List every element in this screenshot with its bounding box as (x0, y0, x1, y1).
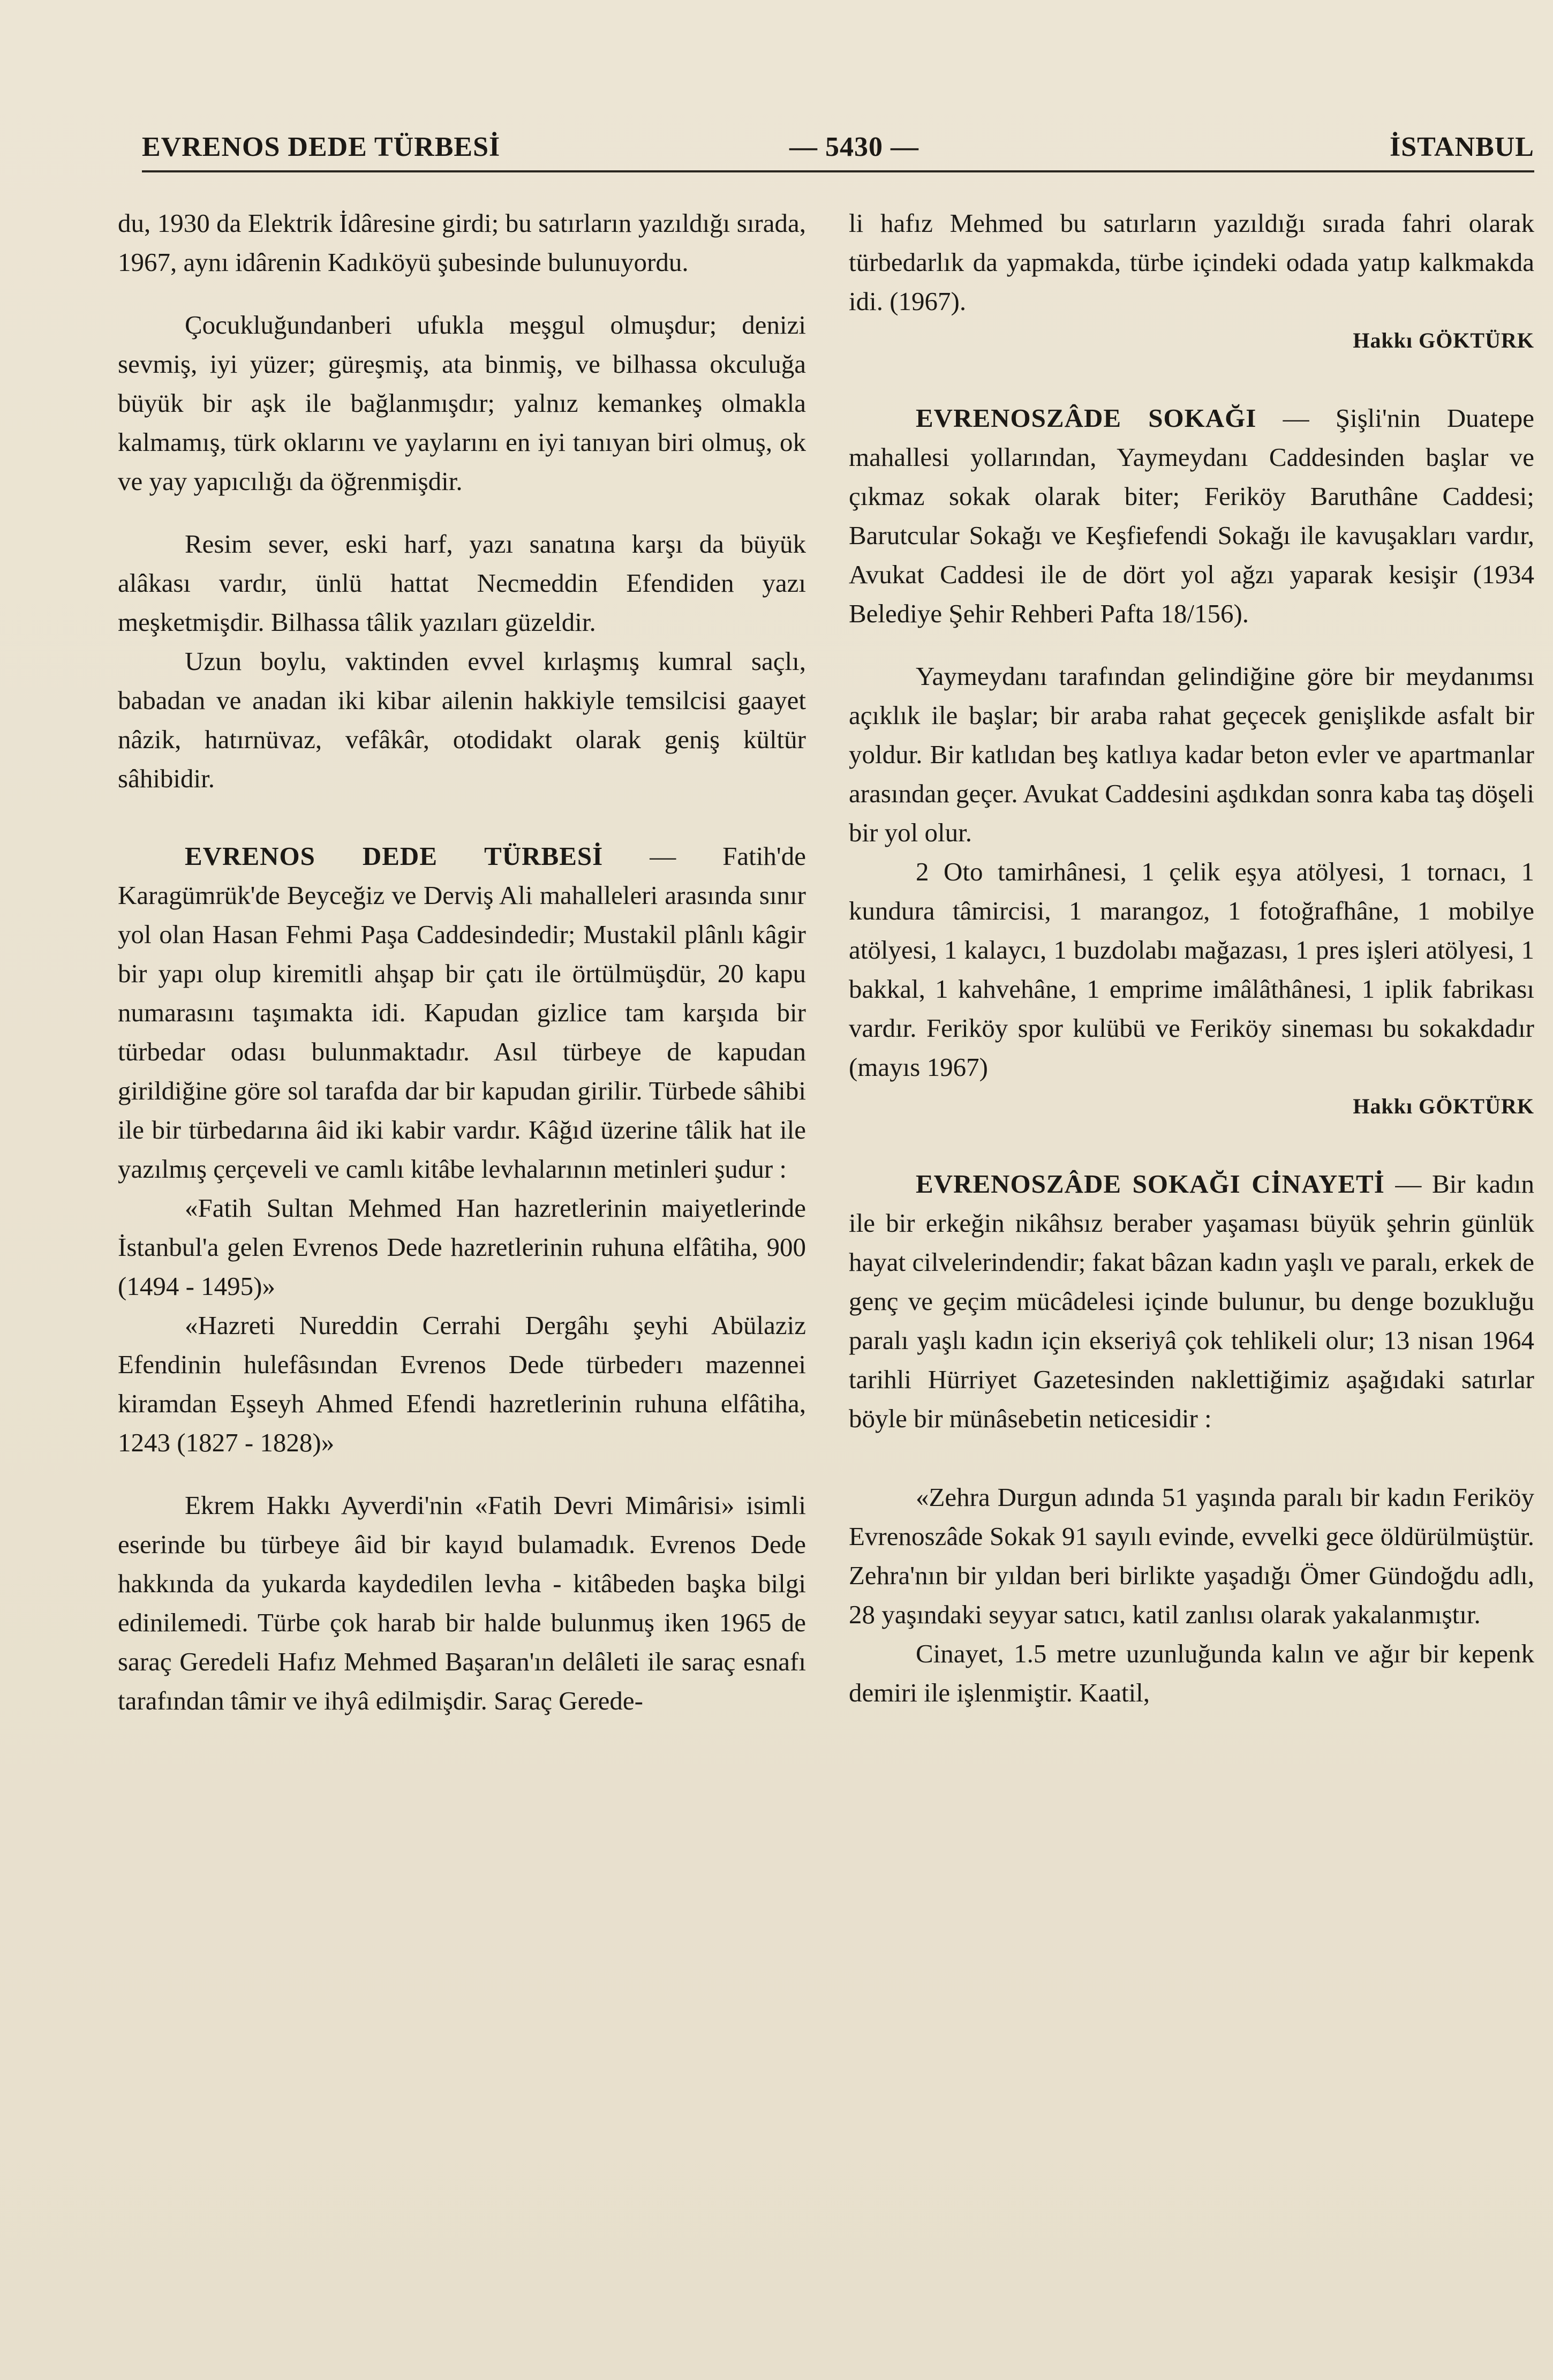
quote-paragraph: «Zehra Durgun adında 51 yaşında paralı bir kadın Feriköy Evrenoszâde Sokak 91 sayılı evinde, evvelki gece öldürülmüştür. Zehra'nın bir yıldan beri birlikte yaşadığı Ömer Gündoğdu adlı, 28 yaşındaki seyyar satıcı, katil zanlısı olarak yakalanmıştır. (849, 1482, 1534, 1629)
entry-evrenoszade-sokagi (849, 398, 1534, 633)
paragraph: 2 Oto tamirhânesi, 1 çelik eşya atölyesi, 1 tornacı, 1 kundura tâmircisi, 1 marangoz, 1 fotoğrafhâne, 1 mobilye atölyesi, 1 kalaycı, 1 buzdolabı mağazası, 1 pres işleri atölyesi, 1 bakkal, 1 kahvehâne, 1 emprime imâlâthânesi, 1 iplik fabrikası vardır. Feriköy spor kulübü ve Feriköy sineması bu sokakdadır (mayıs 1967) (849, 857, 1534, 1082)
quote-paragraph: «Fatih Sultan Mehmed Han hazretlerinin maiyetlerinde İstanbul'a gelen Evrenos Dede hazretlerinin ruhuna elfâtiha, 900 (1494 - 1495)» (118, 1193, 806, 1301)
entry-text: — Şişli'nin Duatepe mahallesi yollarından, Yaymeydanı Caddesinden başlar ve çıkmaz sokak olarak biter; Feriköy Baruthâne Caddesi; Barutcular Sokağı ve Keşfiefendi Sokağı ile kavuşakları vardır, Avukat Caddesi ile de dört yol ağzı yaparak kesişir (1934 Belediye Şehir Rehberi Pafta 18/156). (849, 403, 1534, 628)
paragraph: Ekrem Hakkı Ayverdi'nin «Fatih Devri Mimârisi» isimli eserinde bu türbeye âid bir kayıd bulamadık. Evrenos Dede hakkında da yukarda kaydedilen levha - kitâbeden başka bilgi edinilemedi. Türbe çok harab bir halde bulunmuş iken 1965 de saraç Geredeli Hafız Mehmed Başaran'ın delâleti ile saraç esnafı tarafından tâmir ve ihyâ edilmişdir. Saraç Gerede- (118, 1490, 806, 1715)
quote-paragraph: «Hazreti Nureddin Cerrahi Dergâhı şeyhi Abülaziz Efendinin hulefâsından Evrenos Dede türbedeгı mazennei kiramdan Eşseyh Ahmed Efendi hazretlerinin ruhuna elfâtiha, 1243 (1827 - 1828)» (118, 1310, 806, 1457)
header-rule (142, 170, 1534, 172)
entry-title: EVRENOS DEDE TÜRBESİ (185, 841, 604, 871)
left-column (118, 204, 806, 1720)
entry-title: EVRENOSZÂDE SOKAĞI (916, 403, 1257, 433)
paragraph: Uzun boylu, vaktinden evvel kırlaşmış kumral saçlı, babadan ve anadan iki kibar ailenin hakkiyle temsilcisi gaayet nâzik, hatırnüvaz, vefâkâr, otodidakt olarak geniş kültür sâhibidir. (118, 646, 806, 793)
paragraph: Yaymeydanı tarafından gelindiğine göre bir meydanımsı açıklık ile başlar; bir araba rahat geçecek genişlikde asfalt bir yoldur. Bir katlıdan beş katlıya kadar beton evler ve apartmanlar arasından geçer. Avukat Caddesini aşdıkdan sonra kaba taş döşeli bir yol olur. (849, 661, 1534, 847)
paragraph: Çocukluğundanberi ufukla meşgul olmuşdur; denizi sevmiş, iyi yüzer; güreşmiş, ata binmiş, ve bilhassa okculuğa büyük bir aşk ile bağlanmışdır; yalnız kemankeş olmakla kalmamış, türk oklarını ve yaylarını en iyi tanıyan biri olmuş, ok ve yay yapıcılığı da öğrenmişdir. (118, 310, 806, 496)
author-signature: Hakkı GÖKTÜRK (1353, 1094, 1534, 1118)
paragraph: du, 1930 da Elektrik İdâresine girdi; bu satırların yazıldığı sırada, 1967, aynı idârenin Kadıköyü şubesinde bulunuyordu. (118, 208, 806, 277)
header-title: EVRENOS DEDE TÜRBESİ (142, 132, 501, 162)
entry-text: — Bir kadın ile bir erkeğin nikâhsız beraber yaşaması büyük şehrin günlük hayat cilvelerindendir; fakat bâzan kadın yaşlı ve paralı, erkek de genç ve geçim mücâdelesi içinde bulunur, bu denge bozukluğu paralı yaşlı kadın için ekseriyâ çok tehlikeli olur; 13 nisan 1964 tarihli Hürriyet Gazetesinden naklettiğimiz aşağıdaki satırlar böyle bir münâsebetin neticesidir : (849, 1169, 1534, 1433)
entry-text: — Fatih'de Karagümrük'de Beyceğiz ve Derviş Ali mahalleleri arasında sınır yol olan Hasan Fehmi Paşa Caddesindedir; Mustakil plânlı kâgir bir yapı olup kiremitli ahşap bir çatı ile örtülmüşdür, 20 kapu numarasını taşımakta idi. Kapudan gizlice tam karşıda bir türbedar odası bulunmaktadır. Asıl türbeye de kapudan girildiğine göre sol tarafda dar bir kapudan girilir. Türbede sâhibi ile bir türbedarına âid iki kabir vardır. Kâğıd üzerine tâlik hat ile yazılmış çerçeveli ve camlı kitâbe levhalarının metinleri şudur : (118, 841, 806, 1184)
entry-evrenos-dede-turbesi (118, 837, 806, 1188)
paragraph: Resim sever, eski harf, yazı sanatına karşı da büyük alâkası vardır, ünlü hattat Necmeddin Efendiden yazı meşketmişdir. Bilhassa tâlik yazıları güzeldir. (118, 529, 806, 637)
header-city: İSTANBUL (1389, 132, 1534, 162)
paragraph: li hafız Mehmed bu satırların yazıldığı sırada fahri olarak türbedarlık da yapmakda, türbe içindeki odada yatıp kalkmakda idi. (1967). (849, 208, 1534, 316)
author-signature: Hakkı GÖKTÜRK (1353, 328, 1534, 352)
right-column (849, 204, 1534, 1712)
entry-title: EVRENOSZÂDE SOKAĞI CİNAYETİ (916, 1169, 1385, 1199)
running-header (142, 131, 1534, 174)
paragraph: Cinayet, 1.5 metre uzunluğunda kalın ve ağır bir kepenk demiri ile işlenmiştir. Kaatil, (849, 1639, 1534, 1707)
page-number: — 5430 — (789, 132, 919, 162)
entry-evrenoszade-sokagi-cinayeti (849, 1164, 1534, 1438)
